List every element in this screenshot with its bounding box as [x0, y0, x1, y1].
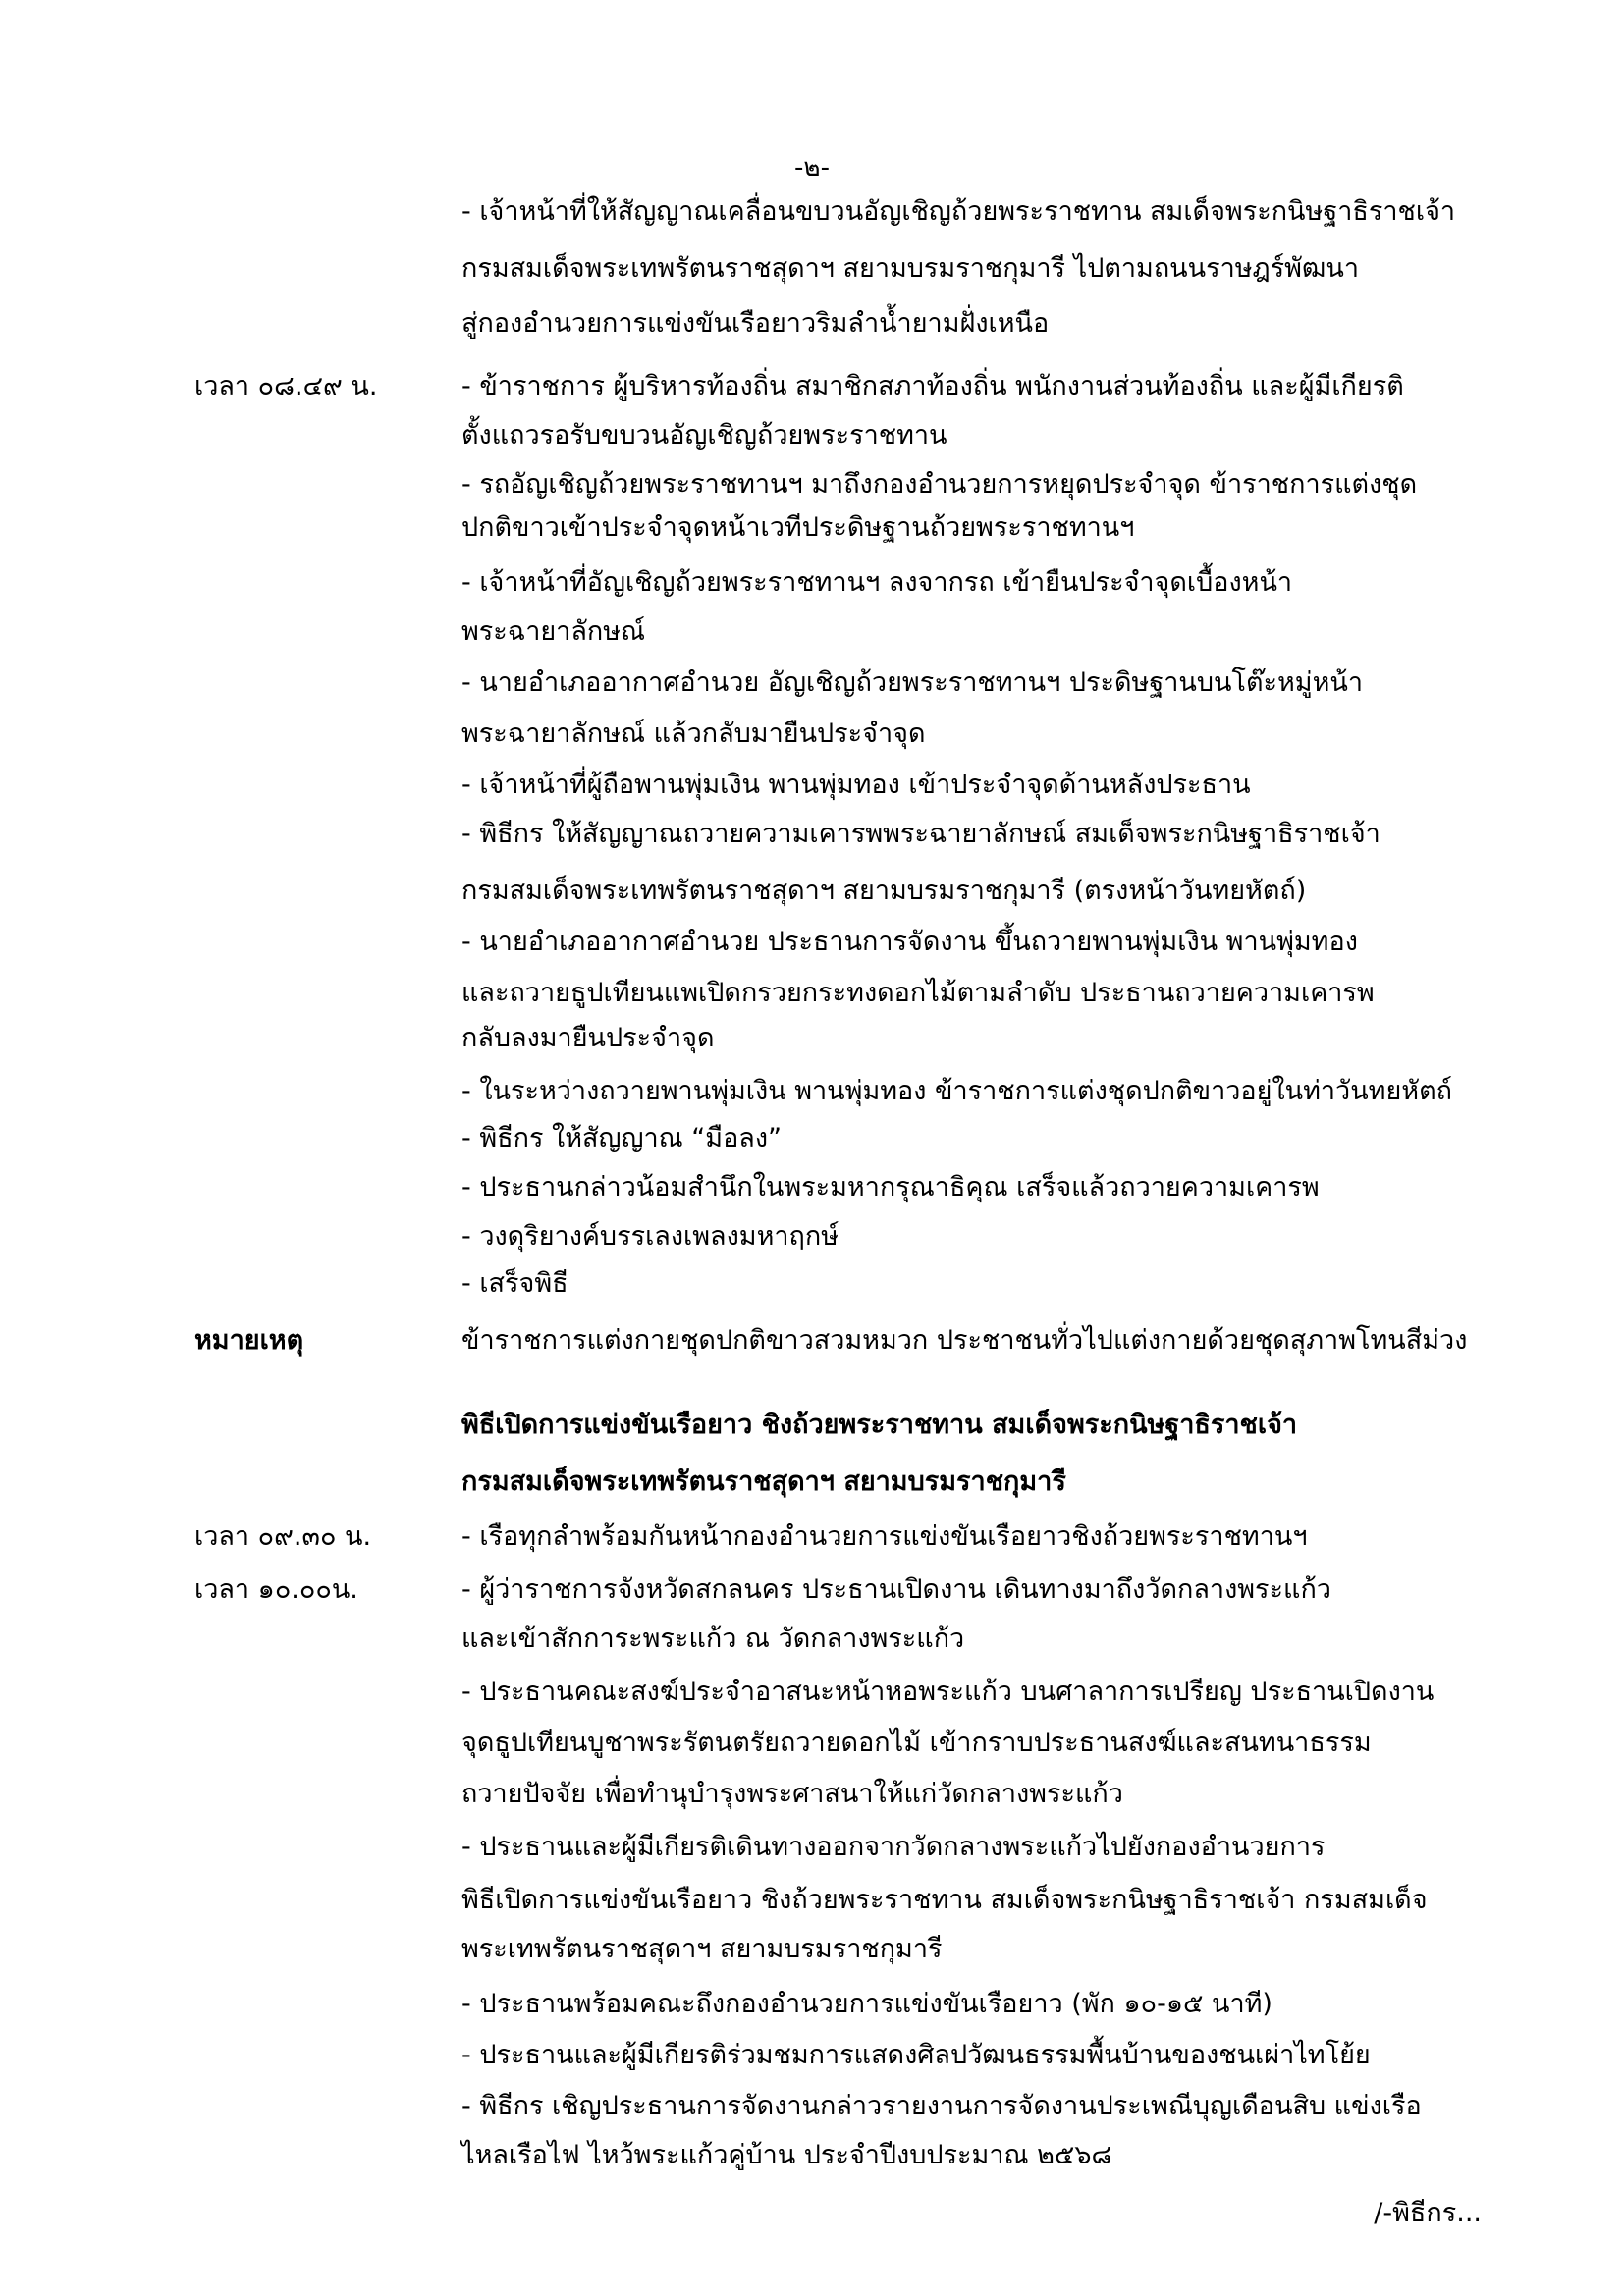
entry-line: - รถอัญเชิญถ้วยพระราชทานฯ มาถึงกองอำนวยการหยุดประจำจุด ข้าราชการแต่งชุด: [461, 469, 1418, 500]
entry-line: พระฉายาลักษณ์ แล้วกลับมายืนประจำจุด: [461, 719, 926, 749]
entry-line: - ผู้ว่าราชการจังหวัดสกลนคร ประธานเปิดงาน เดินทางมาถึงวัดกลางพระแก้ว: [461, 1575, 1331, 1605]
entry-line: พระเทพรัตนราชสุดาฯ สยามบรมราชกุมารี: [461, 1934, 943, 1964]
entry-line: - เรือทุกลำพร้อมกันหน้ากองอำนวยการแข่งขันเรือยาวชิงถ้วยพระราชทานฯ: [461, 1522, 1308, 1552]
page-number: -๒-: [794, 153, 830, 183]
entry-line: - นายอำเภออากาศอำนวย ประธานการจัดงาน ขึ้นถวายพานพุ่มเงิน พานพุ่มทอง: [461, 927, 1358, 957]
entry-line: ถวายปัจจัย เพื่อทำนุบำรุงพระศาสนาให้แก่วัดกลางพระแก้ว: [461, 1779, 1123, 1809]
entry-line: ปกติขาวเข้าประจำจุดหน้าเวทีประดิษฐานถ้วยพระราชทานฯ: [461, 512, 1135, 543]
entry-line: และถวายธูปเทียนแพเปิดกรวยกระทงดอกไม้ตามลำดับ ประธานถวายความเคารพ: [461, 978, 1375, 1008]
entry-line: กรมสมเด็จพระเทพรัตนราชสุดาฯ สยามบรมราชกุมารี (ตรงหน้าวันทยหัตถ์): [461, 876, 1307, 906]
section-heading: กรมสมเด็จพระเทพรัตนราชสุดาฯ สยามบรมราชกุมารี: [461, 1467, 1066, 1497]
entry-line: - ในระหว่างถวายพานพุ่มเงิน พานพุ่มทอง ข้าราชการแต่งชุดปกติขาวอยู่ในท่าวันทยหัตถ์: [461, 1076, 1452, 1106]
entry-line: - ข้าราชการ ผู้บริหารท้องถิ่น สมาชิกสภาท้องถิ่น พนักงานส่วนท้องถิ่น และผู้มีเกียรติ: [461, 371, 1404, 401]
note-text: ข้าราชการแต่งกายชุดปกติขาวสวมหมวก ประชาชนทั่วไปแต่งกายด้วยชุดสุภาพโทนสีม่วง: [461, 1325, 1468, 1356]
entry-line: - ประธานกล่าวน้อมสำนึกในพระมหากรุณาธิคุณ เสร็จแล้วถวายความเคารพ: [461, 1172, 1320, 1202]
entry-line: - วงดุริยางค์บรรเลงเพลงมหาฤกษ์: [461, 1221, 839, 1252]
entry-line: สู่กองอำนวยการแข่งขันเรือยาวริมลำน้ำยามฝั่งเหนือ: [461, 308, 1050, 339]
entry-line: กลับลงมายืนประจำจุด: [461, 1023, 715, 1053]
time-label: เวลา ๑๐.๐๐น.: [194, 1575, 358, 1605]
entry-line: - พิธีกร ให้สัญญาณถวายความเคารพพระฉายาลักษณ์ สมเด็จพระกนิษฐาธิราชเจ้า: [461, 819, 1380, 849]
entry-line: จุดธูปเทียนบูชาพระรัตนตรัยถวายดอกไม้ เข้ากราบประธานสงฆ์และสนทนาธรรม: [461, 1728, 1372, 1758]
entry-line: - ประธานและผู้มีเกียรติเดินทางออกจากวัดกลางพระแก้วไปยังกองอำนวยการ: [461, 1832, 1326, 1862]
entry-line: - เจ้าหน้าที่ให้สัญญาณเคลื่อนขบวนอัญเชิญถ้วยพระราชทาน สมเด็จพระกนิษฐาธิราชเจ้า: [461, 196, 1456, 227]
entry-line: - พิธีกร เชิญประธานการจัดงานกล่าวรายงานการจัดงานประเพณีบุญเดือนสิบ แข่งเรือ: [461, 2091, 1422, 2121]
entry-line: - เสร็จพิธี: [461, 1268, 568, 1299]
time-label: เวลา ๐๘.๔๙ น.: [194, 371, 378, 401]
entry-line: กรมสมเด็จพระเทพรัตนราชสุดาฯ สยามบรมราชกุมารี ไปตามถนนราษฎร์พัฒนา: [461, 253, 1359, 284]
section-heading: พิธีเปิดการแข่งขันเรือยาว ชิงถ้วยพระราชทาน สมเด็จพระกนิษฐาธิราชเจ้า: [461, 1410, 1298, 1440]
entry-line: - ประธานและผู้มีเกียรติร่วมชมการแสดงศิลปวัฒนธรรมพื้นบ้านของชนเผ่าไทโย้ย: [461, 2040, 1371, 2070]
entry-line: - พิธีกร ให้สัญญาณ “มือลง”: [461, 1123, 783, 1153]
entry-line: และเข้าสักการะพระแก้ว ณ วัดกลางพระแก้ว: [461, 1624, 965, 1654]
entry-line: พิธีเปิดการแข่งขันเรือยาว ชิงถ้วยพระราชทาน สมเด็จพระกนิษฐาธิราชเจ้า กรมสมเด็จ: [461, 1885, 1428, 1915]
note-label: หมายเหตุ: [194, 1325, 304, 1356]
time-label: เวลา ๐๙.๓๐ น.: [194, 1522, 372, 1552]
entry-line: พระฉายาลักษณ์: [461, 616, 646, 647]
entry-line: - เจ้าหน้าที่ผู้ถือพานพุ่มเงิน พานพุ่มทอง เข้าประจำจุดด้านหลังประธาน: [461, 770, 1251, 800]
entry-line: - ประธานพร้อมคณะถึงกองอำนวยการแข่งขันเรือยาว (พัก ๑๐-๑๕ นาที): [461, 1989, 1272, 2019]
entry-line: ตั้งแถวรอรับขบวนอัญเชิญถ้วยพระราชทาน: [461, 420, 947, 451]
entry-line: - เจ้าหน้าที่อัญเชิญถ้วยพระราชทานฯ ลงจากรถ เข้ายืนประจำจุดเบื้องหน้า: [461, 567, 1293, 598]
entry-line: - นายอำเภออากาศอำนวย อัญเชิญถ้วยพระราชทานฯ ประดิษฐานบนโต๊ะหมู่หน้า: [461, 667, 1363, 698]
entry-line: ไหลเรือไฟ ไหว้พระแก้วคู่บ้าน ประจำปีงบประมาณ ๒๕๖๘: [461, 2140, 1112, 2170]
page-footer-continuation: /-พิธีกร...: [1374, 2198, 1482, 2228]
entry-line: - ประธานคณะสงฆ์ประจำอาสนะหน้าหอพระแก้ว บนศาลาการเปรียญ ประธานเปิดงาน: [461, 1677, 1435, 1707]
